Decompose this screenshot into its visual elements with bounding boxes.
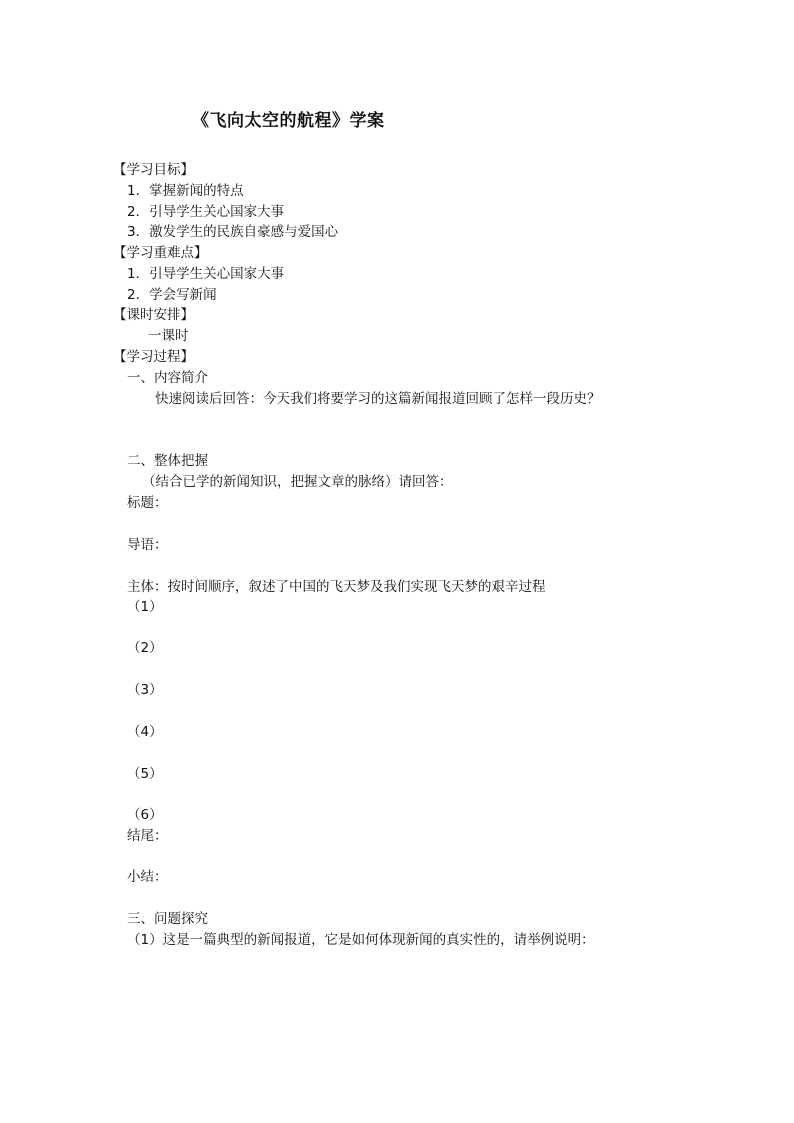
section2-heading: 二、整体把握 xyxy=(127,453,208,469)
key-points-heading: 【学习重难点】 xyxy=(113,245,208,261)
body-item-6: （6） xyxy=(127,807,163,823)
objective-item-3: 3．激发学生的民族自豪感与爱国心 xyxy=(127,224,339,240)
body-item-4: （4） xyxy=(127,724,163,740)
process-heading: 【学习过程】 xyxy=(113,349,194,365)
body-label: 主体：按时间顺序，叙述了中国的飞天梦及我们实现飞天梦的艰辛过程 xyxy=(127,579,546,595)
schedule-heading: 【课时安排】 xyxy=(113,307,194,323)
objective-item-2: 2．引导学生关心国家大事 xyxy=(127,204,285,220)
body-item-3: （3） xyxy=(127,682,163,698)
body-item-5: （5） xyxy=(127,766,163,782)
title-label: 标题： xyxy=(127,495,168,511)
section3-heading: 三、问题探究 xyxy=(127,911,208,927)
schedule-value: 一课时 xyxy=(148,328,189,344)
key-point-item-1: 1．引导学生关心国家大事 xyxy=(127,266,285,282)
summary-label: 小结： xyxy=(127,869,168,885)
objectives-heading: 【学习目标】 xyxy=(113,162,194,178)
section2-instruction: （结合已学的新闻知识，把握文章的脉络）请回答： xyxy=(142,474,453,490)
section1-question: 快速阅读后回答：今天我们将要学习的这篇新闻报道回顾了怎样一段历史？ xyxy=(155,391,601,407)
section3-question-1: （1）这是一篇典型的新闻报道，它是如何体现新闻的真实性的，请举例说明： xyxy=(127,932,595,948)
objective-item-1: 1．掌握新闻的特点 xyxy=(127,183,244,199)
page-title: 《飞向太空的航程》学案 xyxy=(192,111,385,131)
lead-label: 导语： xyxy=(127,537,168,553)
ending-label: 结尾： xyxy=(127,828,168,844)
section1-heading: 一、内容简介 xyxy=(127,370,208,386)
key-point-item-2: 2．学会写新闻 xyxy=(127,287,217,303)
body-item-2: （2） xyxy=(127,640,163,656)
body-item-1: （1） xyxy=(127,599,163,615)
